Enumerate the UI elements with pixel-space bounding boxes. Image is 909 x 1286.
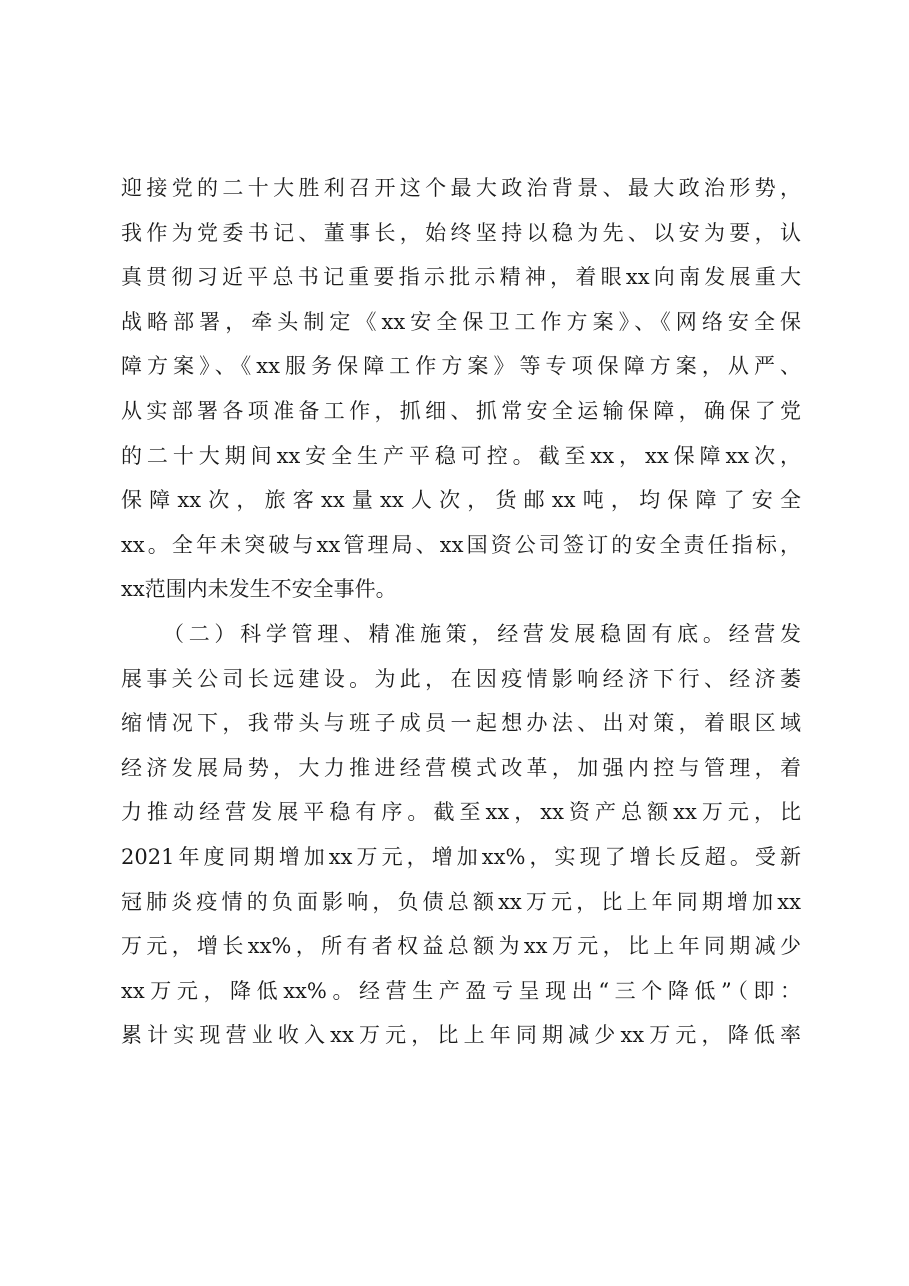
text-line: 缩情况下，我带头与班子成员一起想办法、出对策，着眼区域	[121, 711, 801, 736]
text-line: 障方案》、《xx服务保障工作方案》等专项保障方案，从严、	[121, 354, 801, 379]
text-line: （二）科学管理、精准施策，经营发展稳固有底。经营发	[163, 621, 801, 646]
text-line: xx范围内未发生不安全事件。	[121, 577, 397, 602]
text-line: 战略部署，牵头制定《xx安全保卫工作方案》、《网络安全保	[121, 309, 801, 334]
paragraph-1	[121, 166, 801, 612]
text-line: 从实部署各项准备工作，抓细、抓常安全运输保障，确保了党	[121, 398, 801, 423]
text-line: 展事关公司长远建设。为此，在因疫情影响经济下行、经济萎	[121, 666, 801, 691]
text-line: 我作为党委书记、董事长，始终坚持以稳为先、以安为要，认	[121, 220, 801, 245]
text-line: 迎接党的二十大胜利召开这个最大政治背景、最大政治形势，	[121, 176, 801, 200]
text-line: 万元，增长xx%，所有者权益总额为xx万元，比上年同期减少	[121, 934, 801, 959]
text-line: 的二十大期间xx安全生产平稳可控。截至xx，xx保障xx次，	[121, 443, 801, 468]
text-line: xx万元，降低xx%。经营生产盈亏呈现出“三个降低”（即：	[121, 978, 801, 1003]
text-line: 累计实现营业收入xx万元，比上年同期减少xx万元，降低率	[121, 1023, 801, 1048]
text-line: 经济发展局势，大力推进经营模式改革，加强内控与管理，着	[121, 755, 801, 780]
text-line: 保障xx次，旅客xx量xx人次，货邮xx吨，均保障了安全	[121, 488, 801, 513]
text-line: 2021年度同期增加xx万元，增加xx%，实现了增长反超。受新	[121, 844, 801, 869]
text-line: xx。全年未突破与xx管理局、xx国资公司签订的安全责任指标，	[121, 532, 801, 557]
paragraph-2	[121, 612, 801, 1058]
text-line: 真贯彻习近平总书记重要指示批示精神，着眼xx向南发展重大	[121, 265, 801, 290]
document-body	[121, 166, 801, 1058]
text-line: 冠肺炎疫情的负面影响，负债总额xx万元，比上年同期增加xx	[121, 889, 801, 914]
text-line: 力推动经营发展平稳有序。截至xx，xx资产总额xx万元，比	[121, 800, 801, 825]
